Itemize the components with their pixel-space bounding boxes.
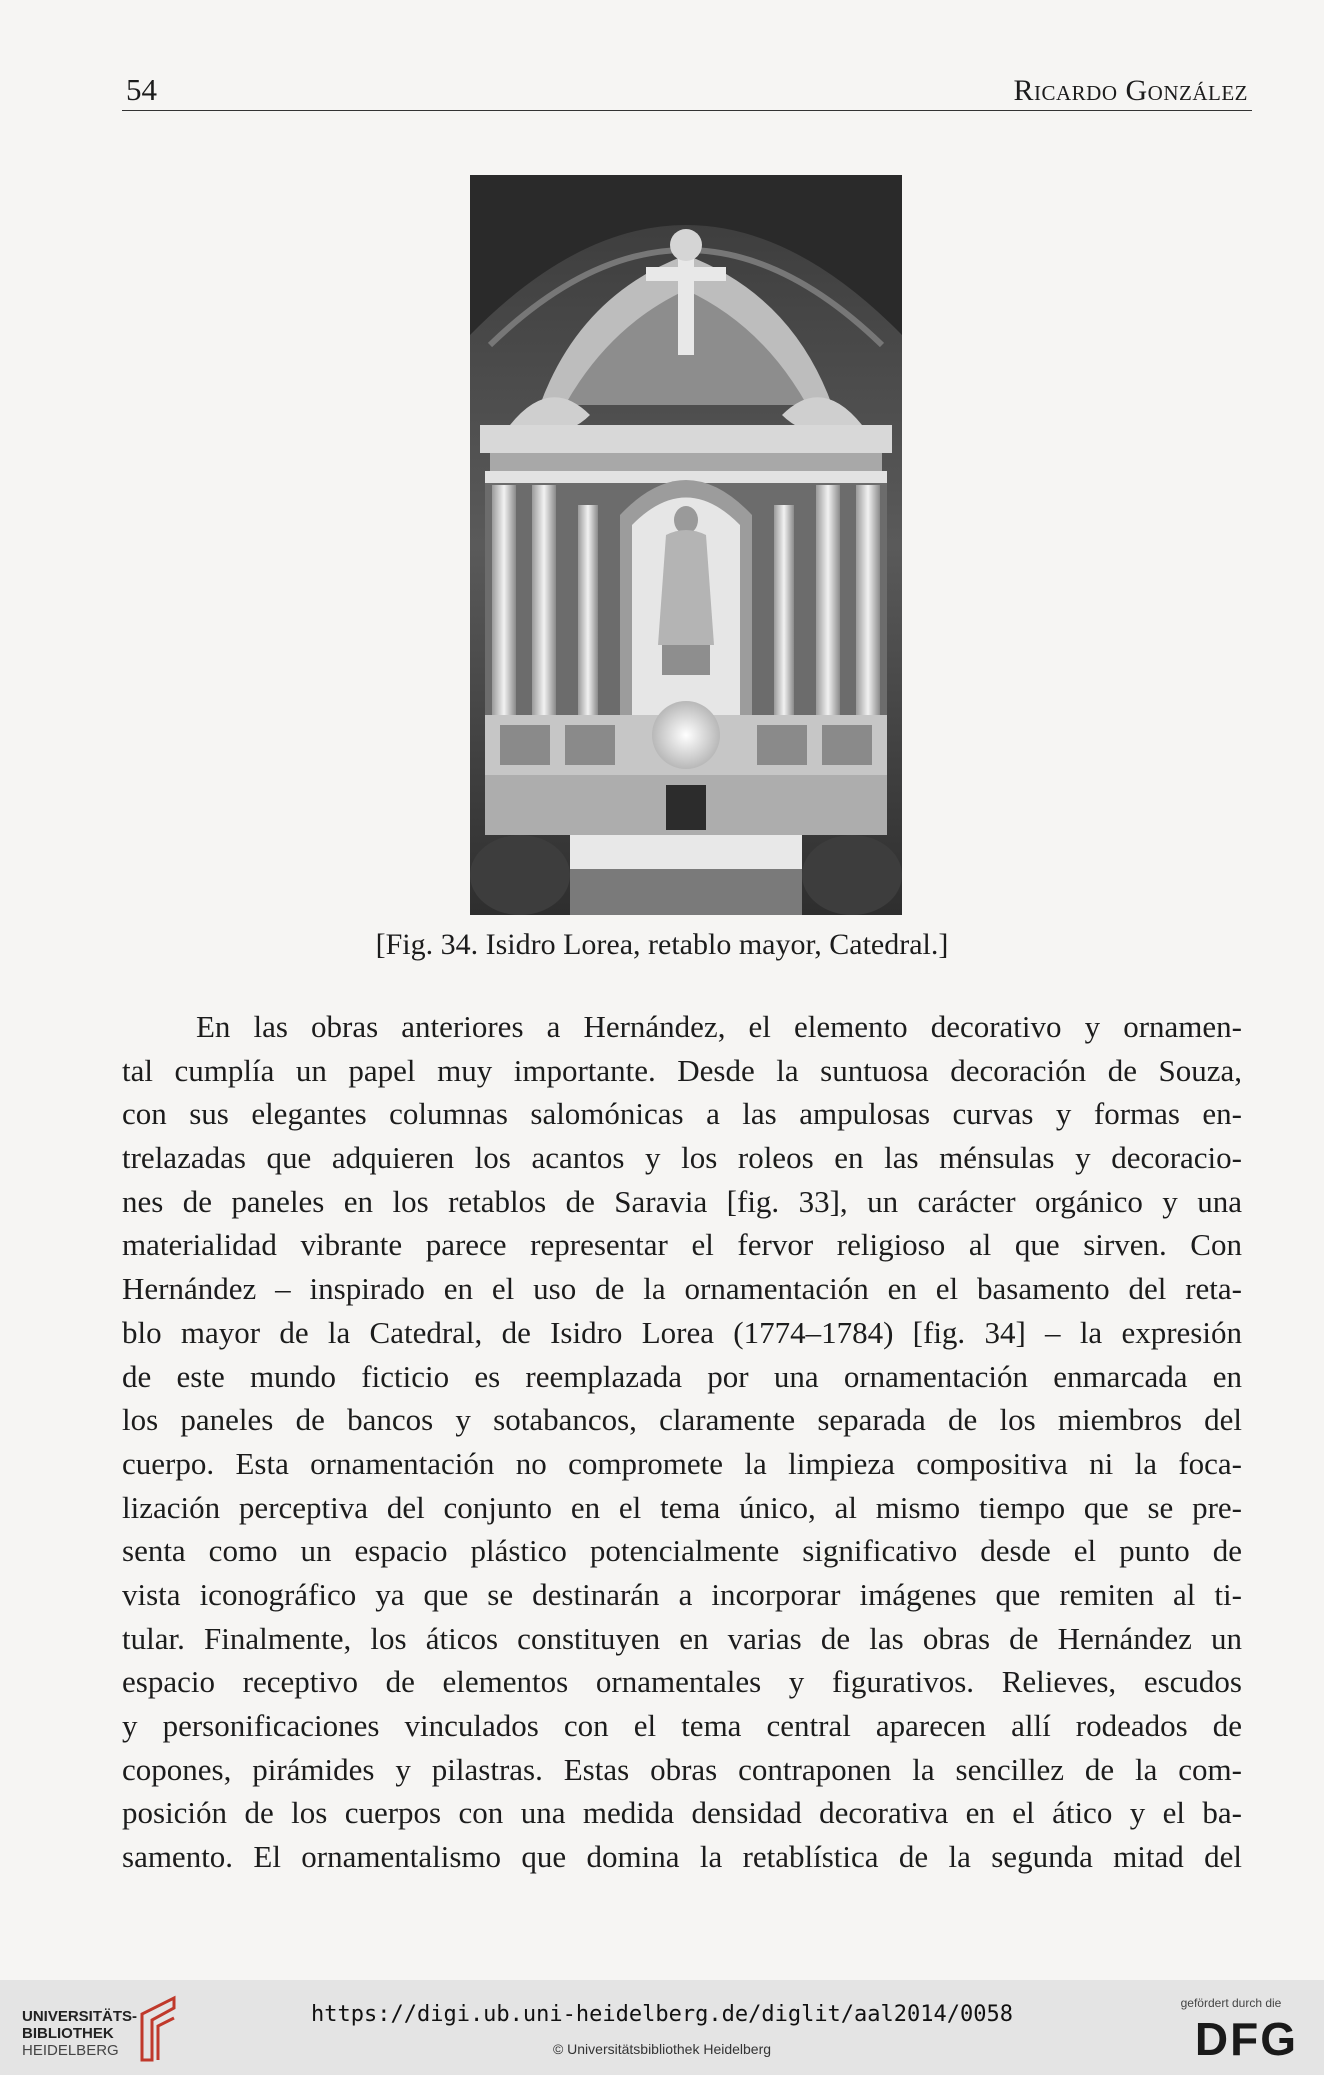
text-line: tal cumplía un papel muy importante. Desde la suntuosa decoración de Souza,: [122, 1052, 1242, 1088]
digitization-footer: [0, 1980, 1324, 2075]
library-name-line2: BIBLIOTHEK: [22, 2025, 114, 2042]
dfg-logo: DFG: [1194, 2013, 1298, 2065]
running-author: Ricardo González: [1013, 74, 1248, 107]
text-line: senta como un espacio plástico potencialmente significativo desde el punto de: [122, 1533, 1242, 1569]
text-line: Hernández – inspirado en el uso de la ornamentación en el basamento del reta-: [122, 1271, 1242, 1307]
text-line: tular. Finalmente, los áticos constituyen en varias de las obras de Hernández un: [122, 1620, 1242, 1656]
text-line: posición de los cuerpos con una medida densidad decorativa en el ático y el ba-: [122, 1795, 1242, 1831]
permalink-url[interactable]: https://digi.ub.uni-heidelberg.de/diglit/aal2014/0058: [311, 2002, 1013, 2027]
text-line: copones, pirámides y pilastras. Estas obras contraponen la sencillez de la com-: [122, 1751, 1242, 1787]
text-line: blo mayor de la Catedral, de Isidro Lorea (1774–1784) [fig. 34] – la expresión: [122, 1314, 1242, 1350]
text-line: y personificaciones vinculados con el tema central aparecen allí rodeados de: [122, 1708, 1242, 1743]
text-line: espacio receptivo de elementos ornamentales y figurativos. Relieves, escudos: [122, 1664, 1242, 1700]
text-line: cuerpo. Esta ornamentación no compromete la limpieza compositiva ni la foca-: [122, 1445, 1242, 1481]
library-name-line3: HEIDELBERG: [22, 2042, 119, 2059]
text-line: samento. El ornamentalismo que domina la retablística de la segunda mitad del: [122, 1839, 1242, 1875]
sponsor-label: gefördert durch die: [1180, 1996, 1282, 2010]
copyright-notice: © Universitätsbibliothek Heidelberg: [552, 2041, 772, 2057]
page-number: 54: [126, 72, 157, 107]
text-line: con sus elegantes columnas salomónicas a las ampulosas curvas y formas en-: [122, 1096, 1242, 1132]
altarpiece-photo-image: [470, 175, 902, 915]
library-name-line1: UNIVERSITÄTS-: [22, 2008, 138, 2025]
body-paragraph: [122, 1005, 1242, 1879]
figure-caption: [Fig. 34. Isidro Lorea, retablo mayor, Catedral.]: [375, 928, 949, 961]
text-line: materialidad vibrante parece representar el fervor religioso al que sirven. Con: [122, 1227, 1242, 1263]
text-line: trelazadas que adquieren los acantos y los roleos en las ménsulas y decoracio-: [122, 1140, 1242, 1176]
text-line: los paneles de bancos y sotabancos, claramente separada de los miembros del: [122, 1402, 1242, 1438]
text-line: nes de paneles en los retablos de Saravia [fig. 33], un carácter orgánico y una: [122, 1183, 1242, 1219]
text-line: vista iconográfico ya que se destinarán a incorporar imágenes que remiten al ti-: [122, 1576, 1242, 1612]
running-header: [122, 70, 1252, 111]
text-line: En las obras anteriores a Hernández, el elemento decorativo y ornamen-: [196, 1009, 1242, 1044]
text-line: de este mundo ficticio es reemplazada por una ornamentación enmarcada en: [122, 1358, 1242, 1394]
text-line: lización perceptiva del conjunto en el tema único, al mismo tiempo que se pre-: [122, 1489, 1242, 1525]
figure-photo-altarpiece: [470, 175, 902, 915]
